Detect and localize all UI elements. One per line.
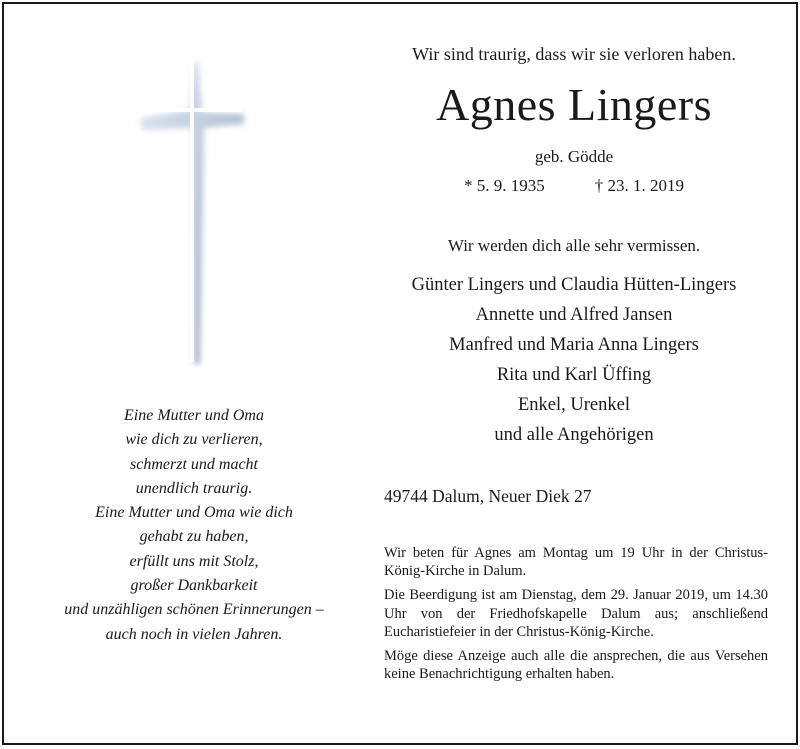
- obituary-notice: [2, 2, 798, 745]
- funeral-note: Die Beerdigung ist am Dienstag, dem 29. Januar 2019, um 14.30 Uhr von der Friedhofskapelle Dalum aus; anschließend Eucharistiefeier in der Christus-König-Kirche.: [384, 587, 768, 640]
- family-member: Rita und Karl Üffing: [496, 365, 652, 385]
- poem-line: erfüllt uns mit Stolz,: [129, 552, 259, 570]
- life-dates: [376, 176, 772, 196]
- poem-line: großer Dankbarkeit: [130, 577, 258, 595]
- poem-line: auch noch in vielen Jahren.: [105, 625, 283, 643]
- poem-line: wie dich zu verlieren,: [125, 431, 263, 449]
- poem-line: schmerzt und macht: [130, 455, 258, 473]
- family-member: Manfred und Maria Anna Lingers: [449, 335, 699, 355]
- family-member: Enkel, Urenkel: [518, 395, 630, 415]
- maiden-name: geb. Gödde: [534, 147, 614, 166]
- poem-line: und unzähligen schönen Erinnerungen –: [64, 601, 324, 619]
- prayer-note: Wir beten für Agnes am Montag um 19 Uhr in der Christus-König-Kirche in Dalum.: [384, 545, 768, 580]
- poem-line: unendlich traurig.: [135, 479, 253, 497]
- service-notes: [384, 544, 768, 689]
- cross-icon: [132, 52, 252, 372]
- notice-note: Möge diese Anzeige auch alle die ansprechen, die aus Versehen keine Benachrichtigung erhalten haben.: [384, 648, 768, 683]
- family-member: und alle Angehörigen: [494, 425, 654, 445]
- poem-line: Eine Mutter und Oma wie dich: [95, 504, 293, 522]
- poem-line: Eine Mutter und Oma: [124, 407, 264, 424]
- family-member: Annette und Alfred Jansen: [475, 305, 673, 325]
- poem: [34, 404, 354, 647]
- family-member: Günter Lingers und Claudia Hütten-Lingers: [411, 275, 737, 295]
- birth-date: * 5. 9. 1935: [464, 176, 545, 195]
- miss-line: Wir werden dich alle sehr vermissen.: [447, 236, 701, 255]
- intro-text: Wir sind traurig, dass wir sie verloren haben.: [412, 44, 736, 64]
- death-date: † 23. 1. 2019: [594, 176, 684, 195]
- deceased-name: Agnes Lingers: [435, 79, 713, 130]
- family-list: [376, 270, 772, 450]
- poem-line: gehabt zu haben,: [139, 528, 249, 546]
- address: 49744 Dalum, Neuer Diek 27: [384, 486, 592, 506]
